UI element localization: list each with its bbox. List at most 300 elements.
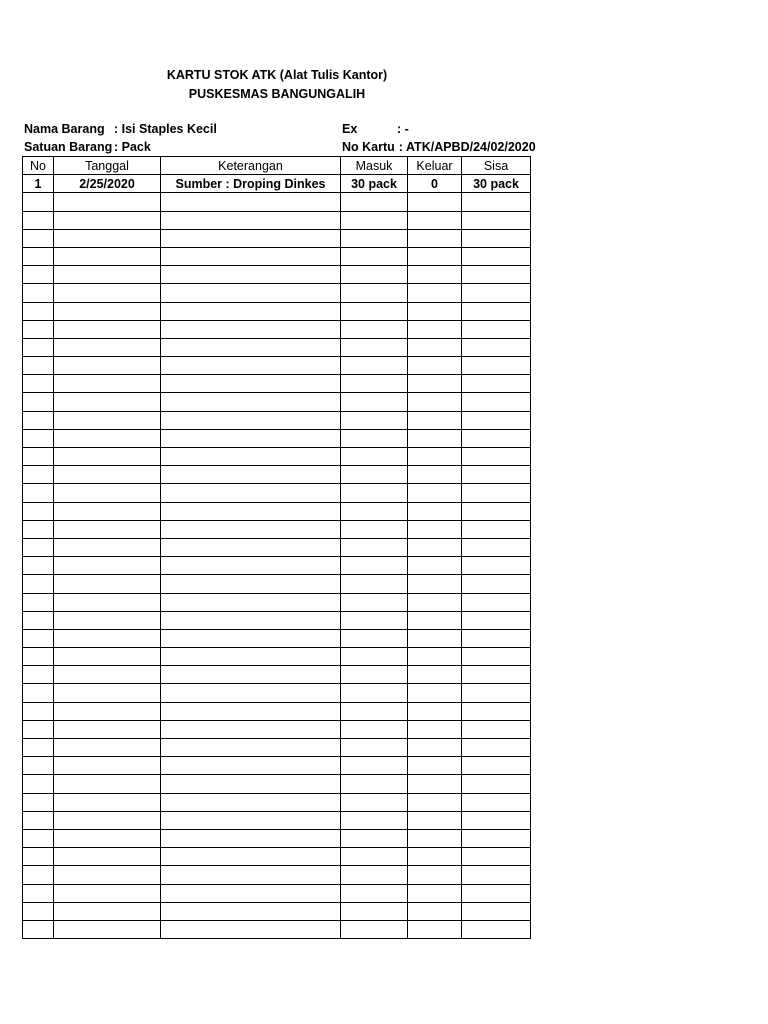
cell-keterangan: [161, 357, 341, 375]
cell-keluar: [408, 575, 462, 593]
cell-no: [23, 357, 54, 375]
cell-no: [23, 484, 54, 502]
satuan-barang-label: Satuan Barang: [24, 140, 113, 154]
cell-no: [23, 520, 54, 538]
cell-sisa: [462, 193, 531, 211]
cell-sisa: [462, 448, 531, 466]
cell-masuk: [341, 357, 408, 375]
cell-masuk: [341, 793, 408, 811]
table-row-empty: [23, 284, 531, 302]
cell-sisa: [462, 629, 531, 647]
cell-no: [23, 338, 54, 356]
cell-tanggal: [54, 357, 161, 375]
table-row-empty: [23, 684, 531, 702]
cell-keluar: [408, 448, 462, 466]
cell-no: [23, 375, 54, 393]
table-row-empty: [23, 611, 531, 629]
cell-tanggal: [54, 247, 161, 265]
cell-tanggal: [54, 302, 161, 320]
cell-sisa: [462, 247, 531, 265]
cell-tanggal: [54, 448, 161, 466]
table-row-empty: [23, 247, 531, 265]
cell-masuk: [341, 429, 408, 447]
table-row-empty: [23, 193, 531, 211]
cell-keterangan: [161, 284, 341, 302]
cell-keterangan: [161, 211, 341, 229]
cell-sisa: [462, 320, 531, 338]
cell-sisa: [462, 775, 531, 793]
cell-no: [23, 557, 54, 575]
cell-tanggal: [54, 866, 161, 884]
cell-keterangan: [161, 593, 341, 611]
cell-no: [23, 866, 54, 884]
cell-tanggal: [54, 338, 161, 356]
cell-tanggal: [54, 502, 161, 520]
cell-keluar: [408, 484, 462, 502]
cell-tanggal: [54, 902, 161, 920]
cell-keterangan: Sumber : Droping Dinkes: [161, 175, 341, 193]
cell-keterangan: [161, 502, 341, 520]
cell-keluar: [408, 593, 462, 611]
cell-sisa: [462, 793, 531, 811]
cell-sisa: [462, 648, 531, 666]
cell-no: [23, 575, 54, 593]
cell-sisa: [462, 502, 531, 520]
cell-masuk: [341, 502, 408, 520]
table-row-empty: [23, 829, 531, 847]
cell-sisa: [462, 229, 531, 247]
table-row-empty: [23, 848, 531, 866]
table-row-empty: [23, 502, 531, 520]
cell-tanggal: [54, 557, 161, 575]
cell-keluar: [408, 466, 462, 484]
table-row-empty: [23, 884, 531, 902]
cell-keterangan: [161, 538, 341, 556]
cell-keluar: [408, 920, 462, 938]
cell-keterangan: [161, 411, 341, 429]
cell-masuk: [341, 575, 408, 593]
cell-no: [23, 448, 54, 466]
cell-masuk: [341, 648, 408, 666]
cell-keterangan: [161, 811, 341, 829]
cell-tanggal: [54, 648, 161, 666]
cell-sisa: [462, 739, 531, 757]
cell-keterangan: [161, 393, 341, 411]
cell-keluar: [408, 538, 462, 556]
cell-no: [23, 739, 54, 757]
cell-masuk: [341, 448, 408, 466]
ex-label: Ex: [342, 122, 358, 136]
cell-sisa: [462, 357, 531, 375]
cell-tanggal: [54, 466, 161, 484]
cell-tanggal: [54, 229, 161, 247]
cell-tanggal: [54, 829, 161, 847]
cell-masuk: [341, 757, 408, 775]
cell-masuk: [341, 920, 408, 938]
cell-no: [23, 757, 54, 775]
cell-keluar: [408, 193, 462, 211]
header-tanggal: Tanggal: [54, 157, 161, 175]
table-row-empty: [23, 593, 531, 611]
cell-no: [23, 666, 54, 684]
ex-row: [342, 121, 409, 137]
cell-no: [23, 502, 54, 520]
page-subtitle: PUSKESMAS BANGUNGALIH: [188, 87, 366, 101]
page-title: KARTU STOK ATK (Alat Tulis Kantor): [166, 68, 388, 82]
table-row-empty: [23, 720, 531, 738]
satuan-barang-row: [24, 139, 151, 155]
table-row-empty: [23, 666, 531, 684]
cell-masuk: [341, 739, 408, 757]
cell-keterangan: [161, 793, 341, 811]
cell-keluar: [408, 739, 462, 757]
cell-tanggal: [54, 611, 161, 629]
cell-tanggal: [54, 920, 161, 938]
cell-no: [23, 793, 54, 811]
nama-barang-row: [24, 121, 217, 137]
cell-no: [23, 848, 54, 866]
cell-masuk: [341, 829, 408, 847]
cell-sisa: [462, 611, 531, 629]
cell-keterangan: [161, 429, 341, 447]
cell-no: [23, 229, 54, 247]
cell-keluar: [408, 411, 462, 429]
cell-keterangan: [161, 829, 341, 847]
cell-no: [23, 466, 54, 484]
cell-sisa: [462, 375, 531, 393]
cell-sisa: [462, 757, 531, 775]
cell-tanggal: [54, 720, 161, 738]
cell-tanggal: [54, 739, 161, 757]
cell-keluar: [408, 338, 462, 356]
cell-masuk: [341, 484, 408, 502]
cell-no: [23, 247, 54, 265]
cell-sisa: [462, 575, 531, 593]
cell-masuk: [341, 411, 408, 429]
cell-tanggal: [54, 520, 161, 538]
cell-keterangan: [161, 466, 341, 484]
cell-masuk: [341, 538, 408, 556]
cell-no: [23, 266, 54, 284]
cell-keluar: [408, 502, 462, 520]
cell-no: [23, 629, 54, 647]
cell-keluar: [408, 757, 462, 775]
cell-no: [23, 648, 54, 666]
cell-keterangan: [161, 775, 341, 793]
cell-masuk: [341, 666, 408, 684]
cell-keterangan: [161, 720, 341, 738]
ex-value: : -: [397, 122, 409, 136]
cell-masuk: [341, 720, 408, 738]
cell-tanggal: [54, 266, 161, 284]
cell-masuk: [341, 593, 408, 611]
cell-no: [23, 593, 54, 611]
nama-barang-value: : Isi Staples Kecil: [114, 122, 217, 136]
cell-tanggal: [54, 211, 161, 229]
cell-sisa: [462, 866, 531, 884]
cell-keluar: [408, 211, 462, 229]
cell-tanggal: [54, 393, 161, 411]
table-row-empty: [23, 557, 531, 575]
table-row-empty: [23, 648, 531, 666]
cell-no: [23, 775, 54, 793]
table-row-empty: [23, 866, 531, 884]
cell-tanggal: 2/25/2020: [54, 175, 161, 193]
table-row-empty: [23, 466, 531, 484]
cell-masuk: [341, 338, 408, 356]
cell-keterangan: [161, 266, 341, 284]
cell-keterangan: [161, 193, 341, 211]
header-masuk: Masuk: [341, 157, 408, 175]
cell-sisa: [462, 393, 531, 411]
cell-keluar: [408, 284, 462, 302]
satuan-barang-value: : Pack: [114, 140, 151, 154]
cell-no: [23, 302, 54, 320]
cell-tanggal: [54, 775, 161, 793]
cell-keterangan: [161, 611, 341, 629]
cell-sisa: [462, 920, 531, 938]
cell-no: [23, 320, 54, 338]
cell-masuk: [341, 375, 408, 393]
cell-tanggal: [54, 538, 161, 556]
cell-tanggal: [54, 375, 161, 393]
cell-masuk: [341, 247, 408, 265]
cell-keterangan: [161, 848, 341, 866]
no-kartu-label: No Kartu: [342, 140, 395, 154]
cell-tanggal: [54, 811, 161, 829]
cell-no: [23, 829, 54, 847]
cell-masuk: [341, 811, 408, 829]
cell-keterangan: [161, 648, 341, 666]
cell-tanggal: [54, 666, 161, 684]
cell-keterangan: [161, 666, 341, 684]
cell-keluar: [408, 848, 462, 866]
cell-sisa: 30 pack: [462, 175, 531, 193]
cell-keluar: [408, 902, 462, 920]
cell-sisa: [462, 520, 531, 538]
cell-masuk: [341, 866, 408, 884]
cell-keterangan: [161, 702, 341, 720]
cell-tanggal: [54, 193, 161, 211]
cell-keluar: [408, 375, 462, 393]
cell-tanggal: [54, 793, 161, 811]
cell-keluar: [408, 720, 462, 738]
table-row-empty: [23, 793, 531, 811]
cell-masuk: [341, 884, 408, 902]
cell-sisa: [462, 684, 531, 702]
cell-keluar: [408, 266, 462, 284]
cell-masuk: [341, 520, 408, 538]
cell-keluar: [408, 557, 462, 575]
cell-tanggal: [54, 575, 161, 593]
cell-masuk: [341, 684, 408, 702]
table-row-empty: [23, 393, 531, 411]
cell-sisa: [462, 338, 531, 356]
cell-sisa: [462, 484, 531, 502]
cell-keluar: [408, 884, 462, 902]
table-row-empty: [23, 484, 531, 502]
cell-keluar: [408, 629, 462, 647]
cell-sisa: [462, 429, 531, 447]
cell-keterangan: [161, 338, 341, 356]
cell-tanggal: [54, 593, 161, 611]
cell-keluar: [408, 829, 462, 847]
cell-sisa: [462, 666, 531, 684]
cell-no: [23, 429, 54, 447]
cell-no: [23, 193, 54, 211]
cell-keterangan: [161, 448, 341, 466]
cell-keluar: [408, 648, 462, 666]
table-row-empty: [23, 520, 531, 538]
cell-keterangan: [161, 520, 341, 538]
cell-keterangan: [161, 920, 341, 938]
table-row-empty: [23, 538, 531, 556]
header-no: No: [23, 157, 54, 175]
cell-no: [23, 411, 54, 429]
cell-sisa: [462, 411, 531, 429]
cell-masuk: [341, 284, 408, 302]
cell-sisa: [462, 211, 531, 229]
cell-keluar: [408, 666, 462, 684]
stock-card-table: [22, 156, 531, 939]
cell-sisa: [462, 284, 531, 302]
table-row-empty: [23, 429, 531, 447]
cell-keterangan: [161, 320, 341, 338]
table-row-empty: [23, 211, 531, 229]
cell-keluar: [408, 357, 462, 375]
cell-keluar: 0: [408, 175, 462, 193]
cell-keluar: [408, 684, 462, 702]
cell-sisa: [462, 593, 531, 611]
cell-no: [23, 284, 54, 302]
cell-tanggal: [54, 629, 161, 647]
cell-sisa: [462, 829, 531, 847]
cell-no: [23, 393, 54, 411]
cell-keterangan: [161, 229, 341, 247]
cell-keluar: [408, 302, 462, 320]
cell-keluar: [408, 775, 462, 793]
cell-masuk: [341, 611, 408, 629]
cell-tanggal: [54, 702, 161, 720]
cell-sisa: [462, 538, 531, 556]
cell-no: [23, 211, 54, 229]
table-row-empty: [23, 448, 531, 466]
table-row: [23, 175, 531, 193]
cell-tanggal: [54, 411, 161, 429]
cell-masuk: [341, 466, 408, 484]
no-kartu-row: [342, 139, 536, 155]
cell-keterangan: [161, 247, 341, 265]
cell-keterangan: [161, 902, 341, 920]
cell-keterangan: [161, 884, 341, 902]
cell-masuk: [341, 193, 408, 211]
cell-tanggal: [54, 484, 161, 502]
cell-masuk: [341, 629, 408, 647]
cell-masuk: 30 pack: [341, 175, 408, 193]
cell-tanggal: [54, 429, 161, 447]
cell-tanggal: [54, 684, 161, 702]
cell-sisa: [462, 884, 531, 902]
cell-tanggal: [54, 848, 161, 866]
cell-keluar: [408, 793, 462, 811]
table-row-empty: [23, 739, 531, 757]
cell-keterangan: [161, 866, 341, 884]
table-row-empty: [23, 411, 531, 429]
cell-no: [23, 611, 54, 629]
cell-keluar: [408, 702, 462, 720]
cell-no: [23, 902, 54, 920]
cell-sisa: [462, 466, 531, 484]
cell-keluar: [408, 247, 462, 265]
cell-keluar: [408, 811, 462, 829]
header-keluar: Keluar: [408, 157, 462, 175]
cell-masuk: [341, 302, 408, 320]
cell-keluar: [408, 866, 462, 884]
table-row-empty: [23, 575, 531, 593]
table-row-empty: [23, 357, 531, 375]
cell-no: [23, 720, 54, 738]
cell-sisa: [462, 720, 531, 738]
cell-masuk: [341, 393, 408, 411]
cell-no: [23, 702, 54, 720]
cell-keluar: [408, 520, 462, 538]
cell-masuk: [341, 320, 408, 338]
cell-keterangan: [161, 375, 341, 393]
cell-no: [23, 884, 54, 902]
cell-sisa: [462, 702, 531, 720]
cell-masuk: [341, 775, 408, 793]
table-row-empty: [23, 629, 531, 647]
header-sisa: Sisa: [462, 157, 531, 175]
table-row-empty: [23, 757, 531, 775]
cell-masuk: [341, 902, 408, 920]
table-row-empty: [23, 811, 531, 829]
table-row-empty: [23, 702, 531, 720]
cell-no: 1: [23, 175, 54, 193]
cell-keterangan: [161, 629, 341, 647]
cell-masuk: [341, 848, 408, 866]
table-header-row: [23, 157, 531, 175]
cell-keterangan: [161, 684, 341, 702]
cell-tanggal: [54, 320, 161, 338]
cell-keterangan: [161, 575, 341, 593]
cell-keterangan: [161, 757, 341, 775]
cell-keterangan: [161, 739, 341, 757]
cell-masuk: [341, 557, 408, 575]
table-row-empty: [23, 920, 531, 938]
cell-tanggal: [54, 884, 161, 902]
cell-keluar: [408, 429, 462, 447]
cell-no: [23, 811, 54, 829]
header-keterangan: Keterangan: [161, 157, 341, 175]
cell-keluar: [408, 393, 462, 411]
table-row-empty: [23, 775, 531, 793]
cell-sisa: [462, 902, 531, 920]
table-row-empty: [23, 266, 531, 284]
cell-sisa: [462, 266, 531, 284]
cell-keluar: [408, 320, 462, 338]
cell-keluar: [408, 229, 462, 247]
cell-no: [23, 920, 54, 938]
cell-sisa: [462, 302, 531, 320]
table-row-empty: [23, 338, 531, 356]
nama-barang-label: Nama Barang: [24, 122, 105, 136]
table-row-empty: [23, 229, 531, 247]
table-row-empty: [23, 902, 531, 920]
cell-masuk: [341, 229, 408, 247]
cell-keterangan: [161, 484, 341, 502]
table-row-empty: [23, 302, 531, 320]
